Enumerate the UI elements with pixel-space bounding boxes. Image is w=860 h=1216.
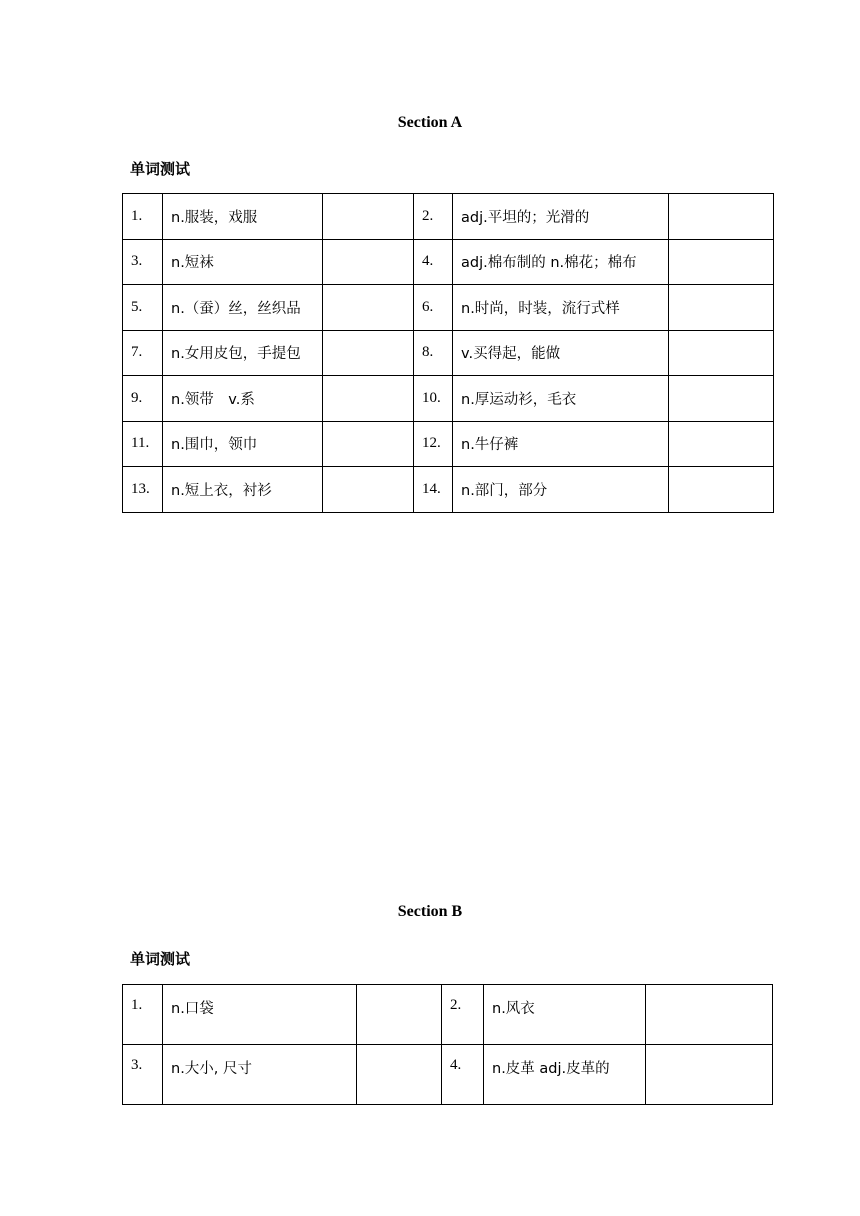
item-definition: n.短袜 xyxy=(163,239,323,285)
table-row xyxy=(123,376,774,422)
item-number: 1. xyxy=(123,985,163,1045)
item-number: 3. xyxy=(123,1045,163,1105)
answer-blank[interactable] xyxy=(323,421,414,467)
item-definition: v.买得起，能做 xyxy=(453,330,669,376)
item-number: 6. xyxy=(414,285,453,331)
table-row xyxy=(123,330,774,376)
item-definition: n.女用皮包，手提包 xyxy=(163,330,323,376)
item-number: 4. xyxy=(442,1045,484,1105)
answer-blank[interactable] xyxy=(646,1045,773,1105)
answer-blank[interactable] xyxy=(669,330,774,376)
item-definition: adj.平坦的；光滑的 xyxy=(453,194,669,240)
answer-blank[interactable] xyxy=(323,194,414,240)
item-definition: n.短上衣，衬衫 xyxy=(163,467,323,513)
answer-blank[interactable] xyxy=(669,376,774,422)
table-row xyxy=(123,985,773,1045)
item-definition: n.部门，部分 xyxy=(453,467,669,513)
answer-blank[interactable] xyxy=(323,330,414,376)
item-definition: n.皮革 adj.皮革的 xyxy=(484,1045,646,1105)
item-definition: n.时尚，时装，流行式样 xyxy=(453,285,669,331)
item-number: 7. xyxy=(123,330,163,376)
section-a-title: Section A xyxy=(397,114,463,131)
item-definition: n.牛仔裤 xyxy=(453,421,669,467)
item-number: 8. xyxy=(414,330,453,376)
item-definition: n.领带 v.系 xyxy=(163,376,323,422)
section-a-subtitle: 单词测试 xyxy=(130,160,191,178)
table-row xyxy=(123,467,774,513)
answer-blank[interactable] xyxy=(323,376,414,422)
answer-blank[interactable] xyxy=(357,985,442,1045)
item-number: 12. xyxy=(414,421,453,467)
item-definition: n.口袋 xyxy=(163,985,357,1045)
item-number: 9. xyxy=(123,376,163,422)
item-number: 4. xyxy=(414,239,453,285)
answer-blank[interactable] xyxy=(323,285,414,331)
table-row xyxy=(123,194,774,240)
answer-blank[interactable] xyxy=(646,985,773,1045)
answer-blank[interactable] xyxy=(323,467,414,513)
table-row xyxy=(123,421,774,467)
item-number: 10. xyxy=(414,376,453,422)
answer-blank[interactable] xyxy=(669,194,774,240)
item-number: 13. xyxy=(123,467,163,513)
table-row xyxy=(123,1045,773,1105)
item-definition: n.厚运动衫，毛衣 xyxy=(453,376,669,422)
item-number: 5. xyxy=(123,285,163,331)
item-number: 11. xyxy=(123,421,163,467)
item-number: 1. xyxy=(123,194,163,240)
section-b-title: Section B xyxy=(397,903,463,920)
section-b-subtitle: 单词测试 xyxy=(130,950,191,968)
item-number: 14. xyxy=(414,467,453,513)
item-definition: n.服装，戏服 xyxy=(163,194,323,240)
item-number: 2. xyxy=(442,985,484,1045)
section-b-vocab-table xyxy=(122,984,773,1105)
answer-blank[interactable] xyxy=(357,1045,442,1105)
answer-blank[interactable] xyxy=(669,285,774,331)
item-definition: n.（蚕）丝，丝织品 xyxy=(163,285,323,331)
answer-blank[interactable] xyxy=(323,239,414,285)
item-definition: n.风衣 xyxy=(484,985,646,1045)
answer-blank[interactable] xyxy=(669,239,774,285)
item-definition: n.大小, 尺寸 xyxy=(163,1045,357,1105)
table-row xyxy=(123,239,774,285)
answer-blank[interactable] xyxy=(669,421,774,467)
item-definition: adj.棉布制的 n.棉花；棉布 xyxy=(453,239,669,285)
section-a-vocab-table xyxy=(122,193,774,513)
item-number: 2. xyxy=(414,194,453,240)
item-definition: n.围巾，领巾 xyxy=(163,421,323,467)
table-row xyxy=(123,285,774,331)
item-number: 3. xyxy=(123,239,163,285)
answer-blank[interactable] xyxy=(669,467,774,513)
